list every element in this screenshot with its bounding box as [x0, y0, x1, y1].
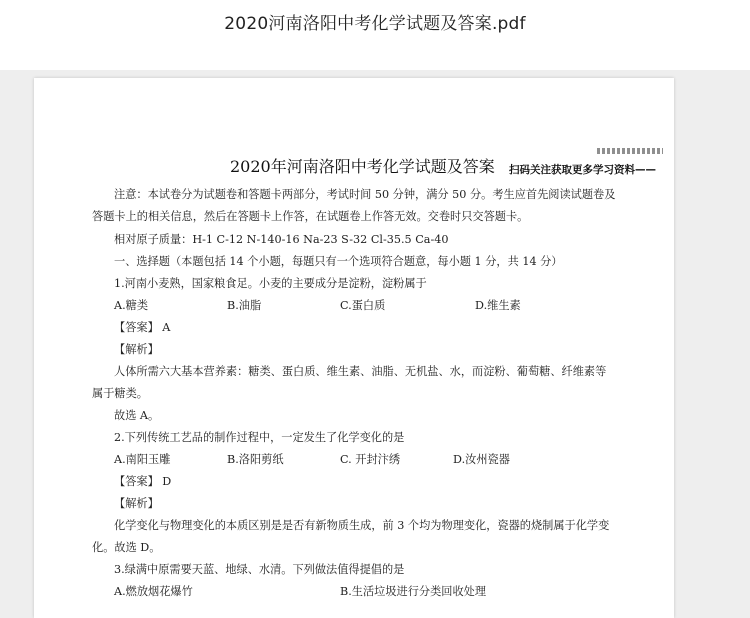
viewer-header	[0, 0, 750, 70]
paper-title: 2020年河南洛阳中考化学试题及答案	[230, 157, 495, 176]
notice-line-1: 注意：本试卷分为试题卷和答题卡两部分，考试时间 50 分钟，满分 50 分。考生应首先阅读试题卷及	[114, 188, 616, 201]
question-3-option-b: B.生活垃圾进行分类回收处理	[340, 585, 487, 598]
question-2-analysis-line-2: 化。故选 D。	[92, 541, 161, 554]
question-1-option-a: A.糖类	[114, 299, 149, 312]
question-1-answer: 【答案】 A	[114, 321, 171, 334]
question-2-answer: 【答案】 D	[114, 475, 172, 488]
question-3-option-a: A.燃放烟花爆竹	[114, 585, 193, 598]
watermark-text: 扫码关注获取更多学习资料——	[509, 164, 656, 176]
notice-line-2: 答题卡上的相关信息，然后在答题卡上作答，在试题卷上作答无效。交卷时只交答题卡。	[92, 210, 529, 223]
question-2-option-b: B.洛阳剪纸	[227, 453, 284, 466]
corner-mark	[597, 148, 663, 154]
question-2-analysis-label: 【解析】	[114, 497, 159, 510]
pdf-page	[34, 78, 674, 618]
file-title: 2020河南洛阳中考化学试题及答案.pdf	[224, 14, 526, 34]
question-2-option-a: A.南阳玉雕	[114, 453, 171, 466]
question-2-analysis-line-1: 化学变化与物理变化的本质区别是是否有新物质生成，前 3 个均为物理变化，瓷器的烧制属于化学变	[114, 519, 610, 532]
question-1-option-d: D.维生素	[475, 299, 521, 312]
question-1-analysis-line-1: 人体所需六大基本营养素：糖类、蛋白质、维生素、油脂、无机盐、水，而淀粉、葡萄糖、纤维素等	[114, 365, 607, 378]
question-3-stem: 3.绿满中原需要天蓝、地绿、水清。下列做法值得提倡的是	[114, 563, 405, 576]
question-2-stem: 2.下列传统工艺品的制作过程中，一定发生了化学变化的是	[114, 431, 405, 444]
question-1-conclusion: 故选 A。	[114, 409, 160, 422]
question-1-analysis-label: 【解析】	[114, 343, 159, 356]
question-1-option-c: C.蛋白质	[340, 299, 386, 312]
section-heading: 一、选择题（本题包括 14 个小题，每题只有一个选项符合题意，每小题 1 分，共 14 分）	[114, 255, 563, 268]
question-1-analysis-line-2: 属于糖类。	[92, 387, 148, 400]
question-2-option-d: D.汝州瓷器	[453, 453, 510, 466]
atomic-mass-line: 相对原子质量：H-1 C-12 N-140-16 Na-23 S-32 Cl-35.5 Ca-40	[114, 233, 449, 246]
question-1-stem: 1.河南小麦熟，国家粮食足。小麦的主要成分是淀粉，淀粉属于	[114, 277, 427, 290]
question-1-option-b: B.油脂	[227, 299, 262, 312]
question-2-option-c: C. 开封汴绣	[340, 453, 401, 466]
